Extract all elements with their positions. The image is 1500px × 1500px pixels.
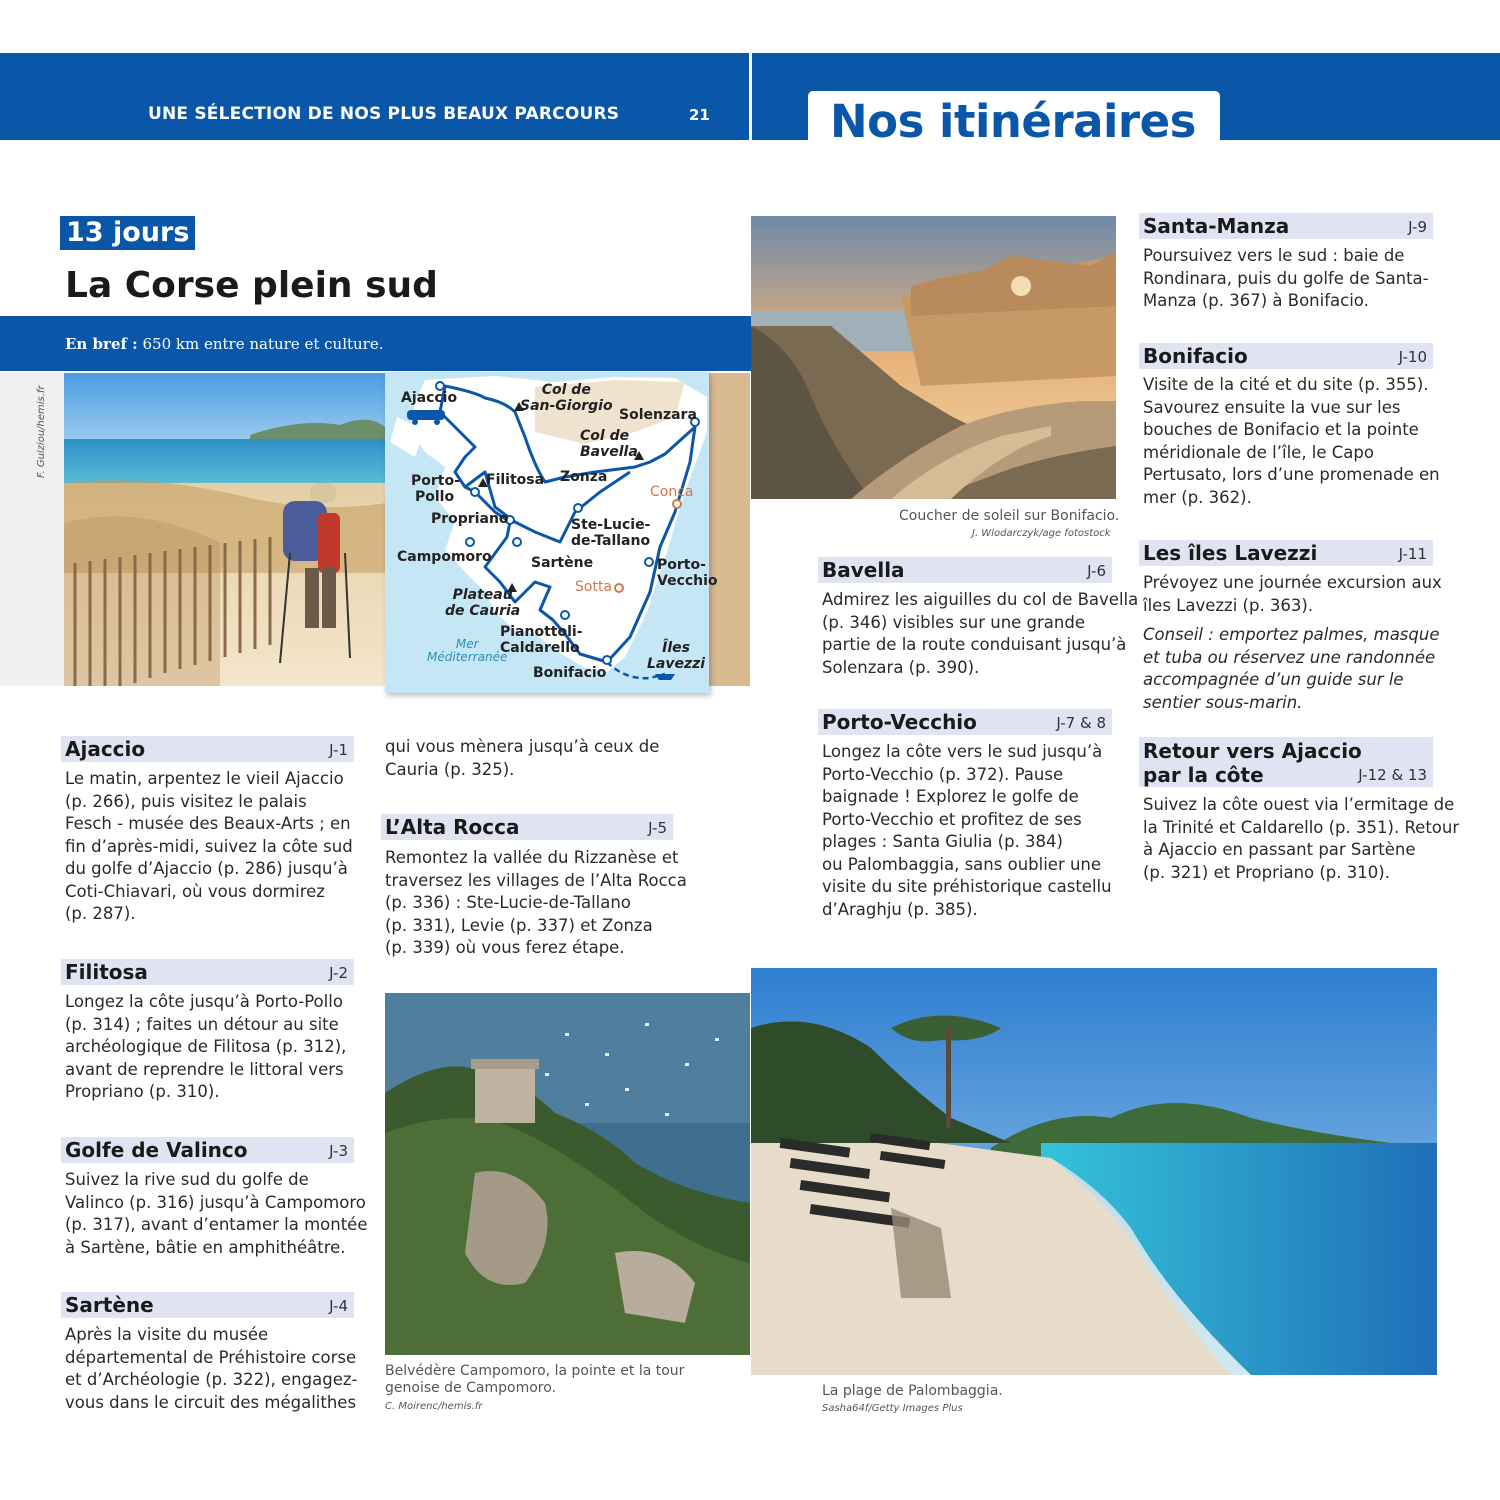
map-label-col-bavella: Col de Bavella <box>580 428 638 460</box>
page-number: 21 <box>689 106 710 124</box>
photo-palombaggia-image <box>751 968 1437 1375</box>
stop-day: J-2 <box>329 964 348 982</box>
map-label-solenzara: Solenzara <box>619 407 697 423</box>
stop-bavella-text: Admirez les aiguilles du col de Bavella (p. 346) visibles sur une grande partie de la route conduisant jusqu’à Solenzara (p. 390). <box>822 590 1139 677</box>
map-label-zonza: Zonza <box>560 469 608 485</box>
stop-filitosa-text: Longez la côte jusqu’à Porto-Pollo (p. 314) ; faites un détour au site archéologique de Filitosa (p. 312), avant de reprendre le littoral vers Propriano (p. 310). <box>65 992 347 1101</box>
stop-name: Retour vers Ajaccio par la côte <box>1143 739 1362 787</box>
route-map <box>385 372 718 693</box>
stop-alta-rocca-header <box>381 814 673 840</box>
stop-filitosa-header <box>61 959 354 985</box>
stop-day: J-4 <box>329 1297 348 1315</box>
stop-lavezzi-text: Prévoyez une journée excursion aux îles Lavezzi (p. 363). <box>1143 573 1442 615</box>
photo-campomoro-caption: Belvédère Campomoro, la pointe et la tour genoise de Campomoro. <box>385 1363 685 1396</box>
stop-day: J-9 <box>1408 218 1427 236</box>
stop-sartene-text-cont: qui vous mènera jusqu’à ceux de Cauria (p. 325). <box>385 737 660 779</box>
stop-name: Sartène <box>65 1293 154 1317</box>
map-label-filitosa: Filitosa <box>486 472 545 488</box>
stop-valinco-text: Suivez la rive sud du golfe de Valinco (p. 316) jusqu’à Campomoro (p. 317), avant d’entamer la montée à Sartène, bâtie en amphithéâtre. <box>65 1170 368 1257</box>
stop-retour-text: Suivez la côte ouest via l’ermitage de la Trinité et Caldarello (p. 351). Retour à Ajaccio en passant par Sartène (p. 321) et Propriano (p. 310). <box>1143 795 1460 882</box>
stop-name: Filitosa <box>65 960 148 984</box>
photo-bonifacio-credit: J. Wlodarczyk/age fotostock <box>972 528 1111 539</box>
summary-text <box>65 335 384 353</box>
stop-day: J-11 <box>1398 545 1427 563</box>
stop-name: Bonifacio <box>1143 344 1248 368</box>
stop-porto-vecchio-header <box>818 709 1112 735</box>
stop-valinco-header <box>61 1137 354 1163</box>
stop-day: J-6 <box>1087 562 1106 580</box>
stop-name: Ajaccio <box>65 737 146 761</box>
stop-porto-vecchio-text: Longez la côte vers le sud jusqu’à Porto-Vecchio (p. 372). Pause baignade ! Explorez le golfe de Porto-Vecchio et profitez de ses plages : Santa Giulia (p. 384) ou Palombaggia, sans oublier une visite du site préhistorique castellu d’Araghju (p. 385). <box>822 742 1112 919</box>
stop-name: Santa-Manza <box>1143 214 1290 238</box>
map-label-campomoro: Campomoro <box>397 549 492 565</box>
map-label-pianottoli: Pianottoli- Caldarello <box>500 624 583 656</box>
stop-ajaccio-text: Le matin, arpentez le vieil Ajaccio (p. 266), puis visitez le palais Fesch - musée des Beaux-Arts ; en fin d’après-midi, suivez la côte sud du golfe d’Ajaccio (p. 286) jusqu’à Coti-Chiavari, où vous dormirez (p. 287). <box>65 769 353 923</box>
photo-hiker-credit: F. Guiziou/hemis.fr <box>36 385 47 478</box>
stop-name: L’Alta Rocca <box>385 815 520 839</box>
stop-bonifacio-text: Visite de la cité et du site (p. 355). Savourez ensuite la vue sur les bouches de Bonifacio et la pointe méridionale de l’île, le Capo Pertusato, lors d’une promenade en mer (p. 362). <box>1143 375 1440 507</box>
summary-body: 650 km entre nature et culture. <box>137 335 384 353</box>
map-label-propriano: Propriano <box>431 511 509 527</box>
stop-bonifacio-header <box>1139 343 1433 369</box>
running-head: UNE SÉLECTION DE NOS PLUS BEAUX PARCOURS <box>148 104 620 124</box>
stop-ajaccio-header <box>61 736 354 762</box>
map-label-ste-lucie: Ste-Lucie- de-Tallano <box>571 517 651 549</box>
stop-alta-rocca-text: Remontez la vallée du Rizzanèse et traversez les villages de l’Alta Rocca (p. 336) : Ste-Lucie-de-Tallano (p. 331), Levie (p. 337) et Zonza (p. 339) où vous ferez étape. <box>385 848 687 957</box>
photo-campomoro-credit: C. Moirenc/hemis.fr <box>385 1401 483 1412</box>
map-label-iles-lavezzi: Îles Lavezzi <box>647 640 706 672</box>
header-banner-left <box>0 53 749 140</box>
map-label-bonifacio: Bonifacio <box>533 665 607 681</box>
map-label-porto-pollo: Porto- Pollo <box>411 473 460 505</box>
stop-name: Porto-Vecchio <box>822 710 977 734</box>
map-label-sotta: Sotta <box>575 579 613 595</box>
stop-bavella-header <box>818 557 1112 583</box>
stop-sartene-text: Après la visite du musée départemental de Préhistoire corse et d’Archéologie (p. 322), engagez- vous dans le circuit des mégalithes <box>65 1325 358 1412</box>
map-label-porto-vecchio: Porto- Vecchio <box>657 557 718 589</box>
map-label-ajaccio: Ajaccio <box>401 390 458 406</box>
stop-santa-manza-text: Poursuivez vers le sud : baie de Rondinara, puis du golfe de Santa- Manza (p. 367) à Bonifacio. <box>1143 246 1429 310</box>
map-label-sartene: Sartène <box>531 555 594 571</box>
photo-bonifacio-image <box>751 216 1116 499</box>
section-title: Nos itinéraires <box>830 95 1196 148</box>
stop-day: J-10 <box>1398 348 1427 366</box>
stop-sartene-header <box>61 1292 354 1318</box>
map-label-conca: Conca <box>650 484 694 500</box>
stop-day: J-7 & 8 <box>1056 714 1106 732</box>
summary-label: En bref : <box>65 335 138 353</box>
stop-day: J-5 <box>648 819 667 837</box>
stop-lavezzi-tip: Conseil : emportez palmes, masque et tuba ou réservez une randonnée accompagnée d’un guide sur le sentier sous-marin. <box>1143 625 1440 712</box>
stop-name: Golfe de Valinco <box>65 1138 248 1162</box>
map-label-col-san-giorgio: Col de San-Giorgio <box>520 382 613 414</box>
map-label-mer: Mer Méditerranée <box>427 637 508 664</box>
photo-palombaggia-credit: Sasha64f/Getty Images Plus <box>822 1403 963 1414</box>
photo-campomoro-image <box>385 993 750 1355</box>
stop-lavezzi-header <box>1139 540 1433 566</box>
stop-name: Bavella <box>822 558 905 582</box>
stop-day: J-12 & 13 <box>1358 766 1427 784</box>
photo-bonifacio <box>751 216 1116 499</box>
photo-palombaggia-caption: La plage de Palombaggia. <box>822 1383 1003 1399</box>
map-label-plateau-cauria: Plateau de Cauria <box>445 587 521 619</box>
photo-campomoro <box>385 993 750 1355</box>
stop-day: J-1 <box>329 741 348 759</box>
photo-bonifacio-caption: Coucher de soleil sur Bonifacio. <box>899 508 1120 524</box>
photo-palombaggia <box>751 968 1437 1375</box>
stop-day: J-3 <box>329 1142 348 1160</box>
stop-retour-header <box>1139 737 1433 787</box>
duration-badge: 13 jours <box>60 216 195 250</box>
map-ferry-icon <box>655 674 675 680</box>
stop-santa-manza-header <box>1139 213 1433 239</box>
stop-name: Les îles Lavezzi <box>1143 541 1318 565</box>
route-title: La Corse plein sud <box>65 265 438 306</box>
